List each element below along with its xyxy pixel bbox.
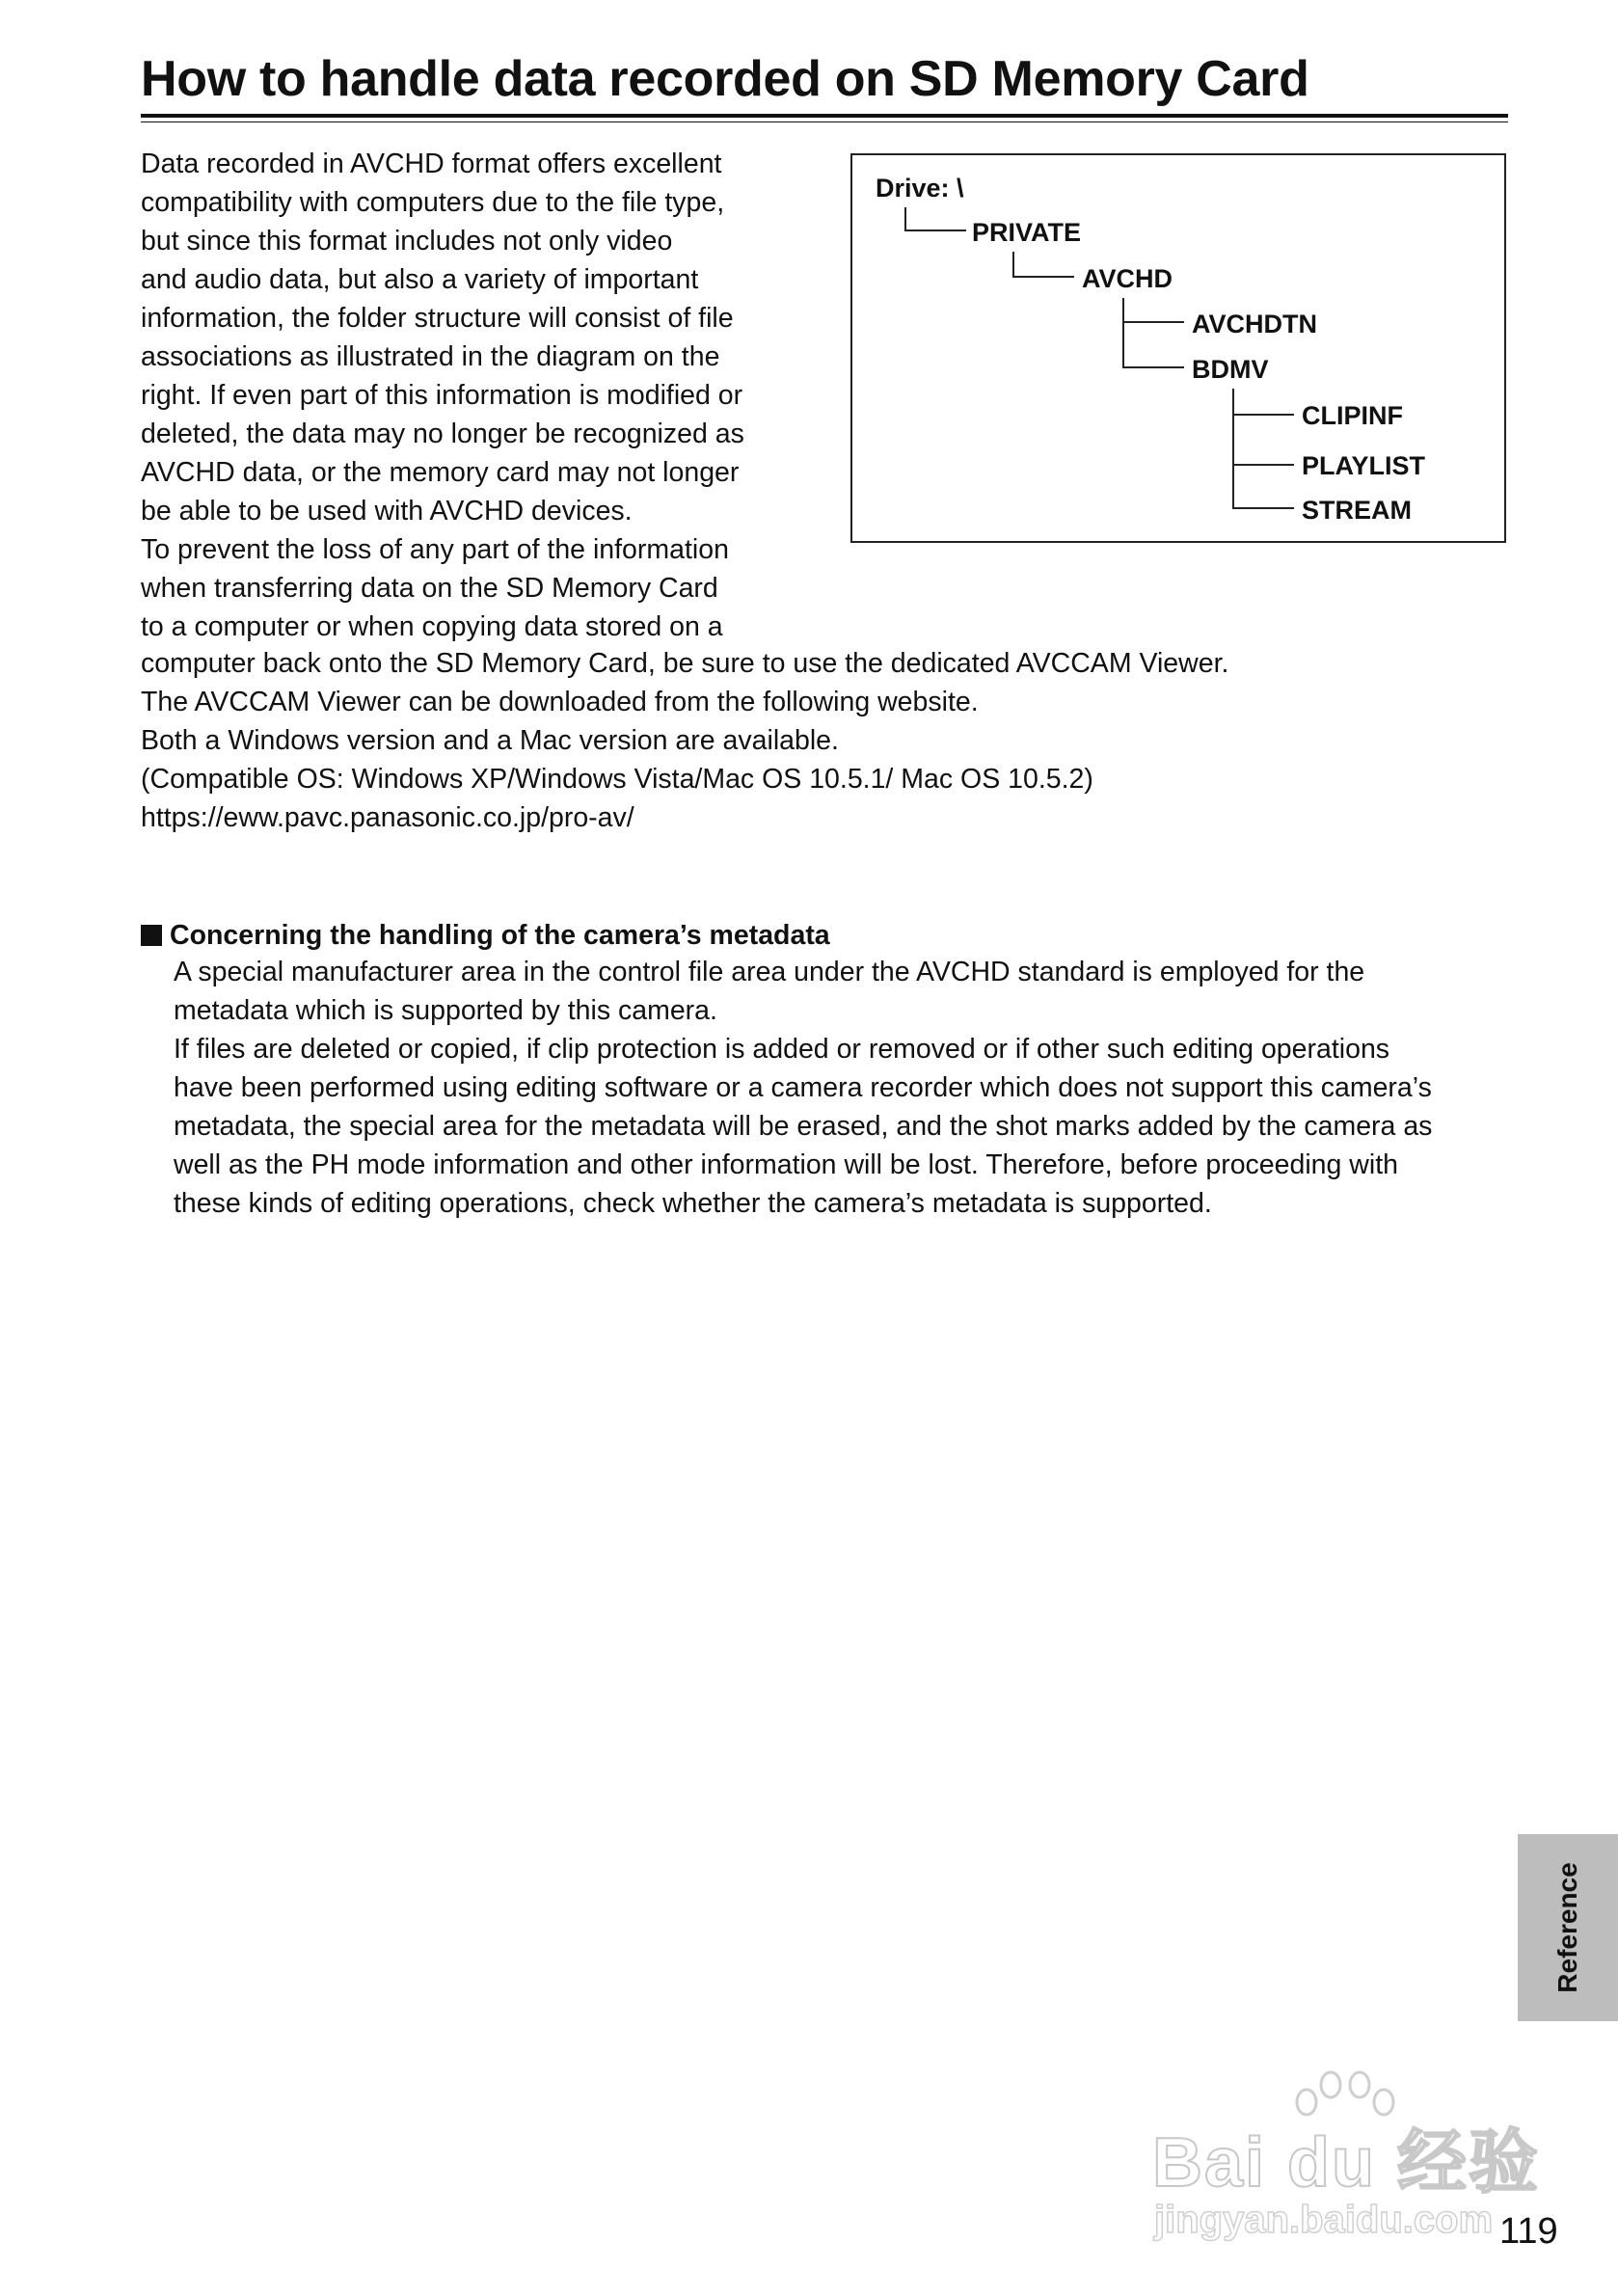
intro-paragraph-continued: computer back onto the SD Memory Card, be sure to use the dedicated AVCCAM Viewer. The AVCCAM Viewer can be downloaded from the following website. Both a Windows version and a Mac version are available. (Compatible OS: Windows XP/Windows Vista/Mac OS 10.5.1/ Mac OS 10.5.2) https://eww.pavc.panasonic.co.jp/pro-av/ (141, 648, 1229, 833)
tree-folder-bdmv: BDMV (1192, 355, 1269, 384)
reference-side-tab (1518, 1834, 1618, 2021)
watermark-url: jingyan.baidu.com (1154, 2199, 1494, 2241)
tree-root-drive: Drive: \ (876, 174, 964, 203)
tree-connector (904, 207, 906, 230)
watermark-logo: Bai du 经验 (1152, 2124, 1541, 2201)
title-rule (141, 114, 1508, 118)
tree-connector (1232, 414, 1294, 416)
tree-connector (1012, 252, 1014, 277)
tree-connector (904, 230, 966, 231)
tree-connector (1122, 321, 1184, 323)
tree-connector (1232, 464, 1294, 466)
tree-folder-clipinf: CLIPINF (1302, 401, 1403, 430)
tree-folder-private: PRIVATE (972, 218, 1082, 247)
side-tab-label: Reference (1552, 1862, 1582, 1993)
tree-connector (1232, 507, 1294, 509)
tree-folder-stream: STREAM (1302, 496, 1412, 525)
intro-paragraph: Data recorded in AVCHD format offers excellent compatibility with computers due to the file type, but since this format includes not only video and audio data, but also a variety of important information, the folder structure will consist of file associations as illustrated in the diagram on the right. If even part of this information is modified or deleted, the data may no longer be recognized as AVCHD data, or the memory card may not longer be able to be used with AVCHD devices. To prevent the loss of any part of the information when transferring data on the SD Memory Card to a computer or when copying data stored on a (141, 149, 744, 642)
tree-connector (1012, 276, 1074, 278)
section-heading-text: Concerning the handling of the camera’s metadata (170, 920, 830, 951)
page-title: How to handle data recorded on SD Memory Card (141, 51, 1309, 107)
tree-connector (1122, 366, 1184, 368)
folder-structure-diagram (850, 153, 1506, 543)
tree-folder-avchd: AVCHD (1082, 264, 1173, 293)
page-number: 119 (1499, 2211, 1558, 2252)
tree-folder-playlist: PLAYLIST (1302, 451, 1426, 480)
tree-folder-avchdtn: AVCHDTN (1192, 310, 1317, 338)
section-body: A special manufacturer area in the control file area under the AVCHD standard is employed for the metadata which is supported by this camera. If files are deleted or copied, if clip protection is added or removed or if other such editing operations have been performed using editing software or a camera recorder which does not support this camera’s metadata, the special area for the metadata will be erased, and the shot marks added by the camera as well as the PH mode information and other information will be lost. Therefore, before proceeding with these kinds of editing operations, check whether the camera’s metadata is supported. (174, 957, 1433, 1219)
tree-connector (1122, 298, 1124, 367)
bullet-square-icon (141, 925, 162, 946)
section-heading (141, 916, 830, 955)
tree-connector (1232, 389, 1234, 508)
